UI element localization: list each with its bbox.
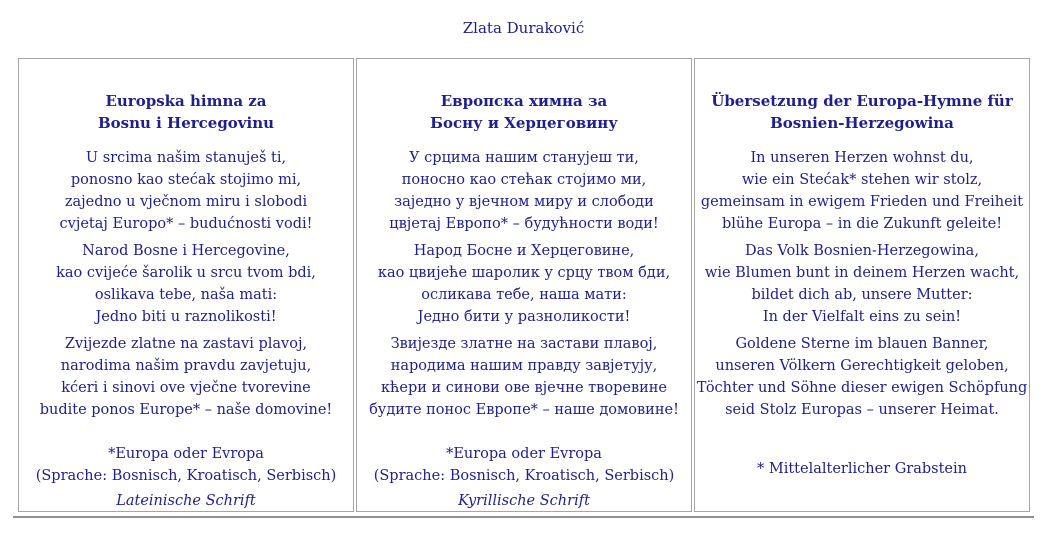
poem-line: Народ Босне и Херцеговине,: [413, 243, 635, 259]
poem-line: oslikava tebe, naša mati:: [94, 287, 278, 303]
poem-line: U srcima našim stanuješ ti,: [85, 150, 287, 166]
poem-line: kao cvijeće šarolik u srcu tvom bdi,: [56, 265, 316, 281]
anthem-column-latin: [18, 58, 354, 512]
stanza: [357, 147, 691, 235]
poem-line: заједно у вјечном миру и слободи: [394, 194, 654, 210]
poem-line: ponosno kao stećak stojimo mi,: [70, 172, 302, 188]
title-line: Übersetzung der Europa-Hymne für: [711, 92, 1013, 110]
stanza: [357, 240, 691, 328]
title-line: Босну и Херцеговину: [430, 114, 618, 132]
poem-line: Töchter und Söhne dieser ewigen Schöpfung: [696, 380, 1028, 396]
poem-line: кћери и синови ове вјечне творевине: [380, 380, 668, 396]
poem-line: narodima našim pravdu zavjetuju,: [60, 358, 312, 374]
poem-line: Narod Bosne i Hercegovine,: [82, 243, 290, 259]
stanza: [357, 333, 691, 421]
stanza: [695, 147, 1029, 235]
poem-line: blühe Europa – in die Zukunft geleite!: [721, 216, 1003, 232]
bottom-divider: [13, 516, 1034, 518]
title-line: Europska himna za: [105, 92, 267, 110]
poem-line: kćeri i sinovi ove vječne tvorevine: [61, 380, 311, 396]
stanza: [695, 240, 1029, 328]
column-title: [357, 90, 691, 134]
footnote: [695, 458, 1029, 480]
anthem-column-german: [694, 58, 1030, 512]
poem-line: Jedno biti u raznolikosti!: [95, 309, 277, 325]
footnote: [357, 443, 691, 487]
poem-line: осликава тебе, наша мати:: [421, 287, 627, 303]
stanza: [19, 147, 353, 235]
poem-line: wie Blumen bunt in deinem Herzen wacht,: [704, 265, 1020, 281]
poem-line: Звијезде златне на застави плавој,: [390, 336, 658, 352]
poem-line: In der Vielfalt eins zu sein!: [762, 309, 962, 325]
column-title: [695, 90, 1029, 134]
stanza: [695, 333, 1029, 421]
footnote-line: *Europa oder Evropa: [446, 446, 602, 462]
poem-line: цвјетај Европо* – будућности води!: [389, 216, 659, 232]
columns-row: [18, 58, 1030, 512]
title-line: Bosnu i Hercegovinu: [97, 114, 275, 132]
poem-line: gemeinsam in ewigem Frieden und Freiheit: [700, 194, 1024, 210]
poem-line: будите понос Европе* – наше домовине!: [369, 402, 679, 418]
poem-line: Zvijezde zlatne na zastavi plavoj,: [64, 336, 308, 352]
title-line: Европска химна за: [440, 92, 608, 110]
poem-line: seid Stolz Europas – unserer Heimat.: [725, 402, 999, 418]
footnote-line: * Mittelalterlicher Grabstein: [757, 461, 967, 477]
stanza: [19, 333, 353, 421]
poem-line: wie ein Stećak* stehen wir stolz,: [741, 172, 983, 188]
script-label: Lateinische Schrift: [116, 493, 256, 509]
footnote-line: (Sprache: Bosnisch, Kroatisch, Serbisch): [373, 468, 675, 484]
anthem-column-cyrillic: [356, 58, 692, 512]
footnote-line: (Sprache: Bosnisch, Kroatisch, Serbisch): [35, 468, 337, 484]
poem-line: народима нашим правду завјетују,: [390, 358, 658, 374]
poem-line: In unseren Herzen wohnst du,: [750, 150, 974, 166]
poem-line: Goldene Sterne im blauen Banner,: [735, 336, 989, 352]
stanza: [19, 240, 353, 328]
poem-line: cvjetaj Europo* – budućnosti vodi!: [59, 216, 313, 232]
title-line: Bosnien-Herzegowina: [770, 114, 954, 132]
script-label: Kyrillische Schrift: [458, 493, 590, 509]
poem-line: Das Volk Bosnien-Herzegowina,: [745, 243, 979, 259]
poem-line: zajedno u vječnom miru i slobodi: [64, 194, 308, 210]
poem-line: Једно бити у разноликости!: [417, 309, 631, 325]
poem-line: bildet dich ab, unsere Mutter:: [751, 287, 973, 303]
footnote-line: *Europa oder Evropa: [108, 446, 264, 462]
footnote: [19, 443, 353, 487]
poem-line: поносно као стећак стојимо ми,: [401, 172, 647, 188]
poem-line: budite ponos Europe* – naše domovine!: [39, 402, 333, 418]
poem-line: unseren Völkern Gerechtigkeit geloben,: [715, 358, 1009, 374]
poem-line: У срцима нашим станујеш ти,: [409, 150, 639, 166]
poem-line: као цвијеће шаролик у срцу твом бди,: [377, 265, 671, 281]
column-title: [19, 90, 353, 134]
author-title: Zlata Duraković: [462, 19, 585, 37]
